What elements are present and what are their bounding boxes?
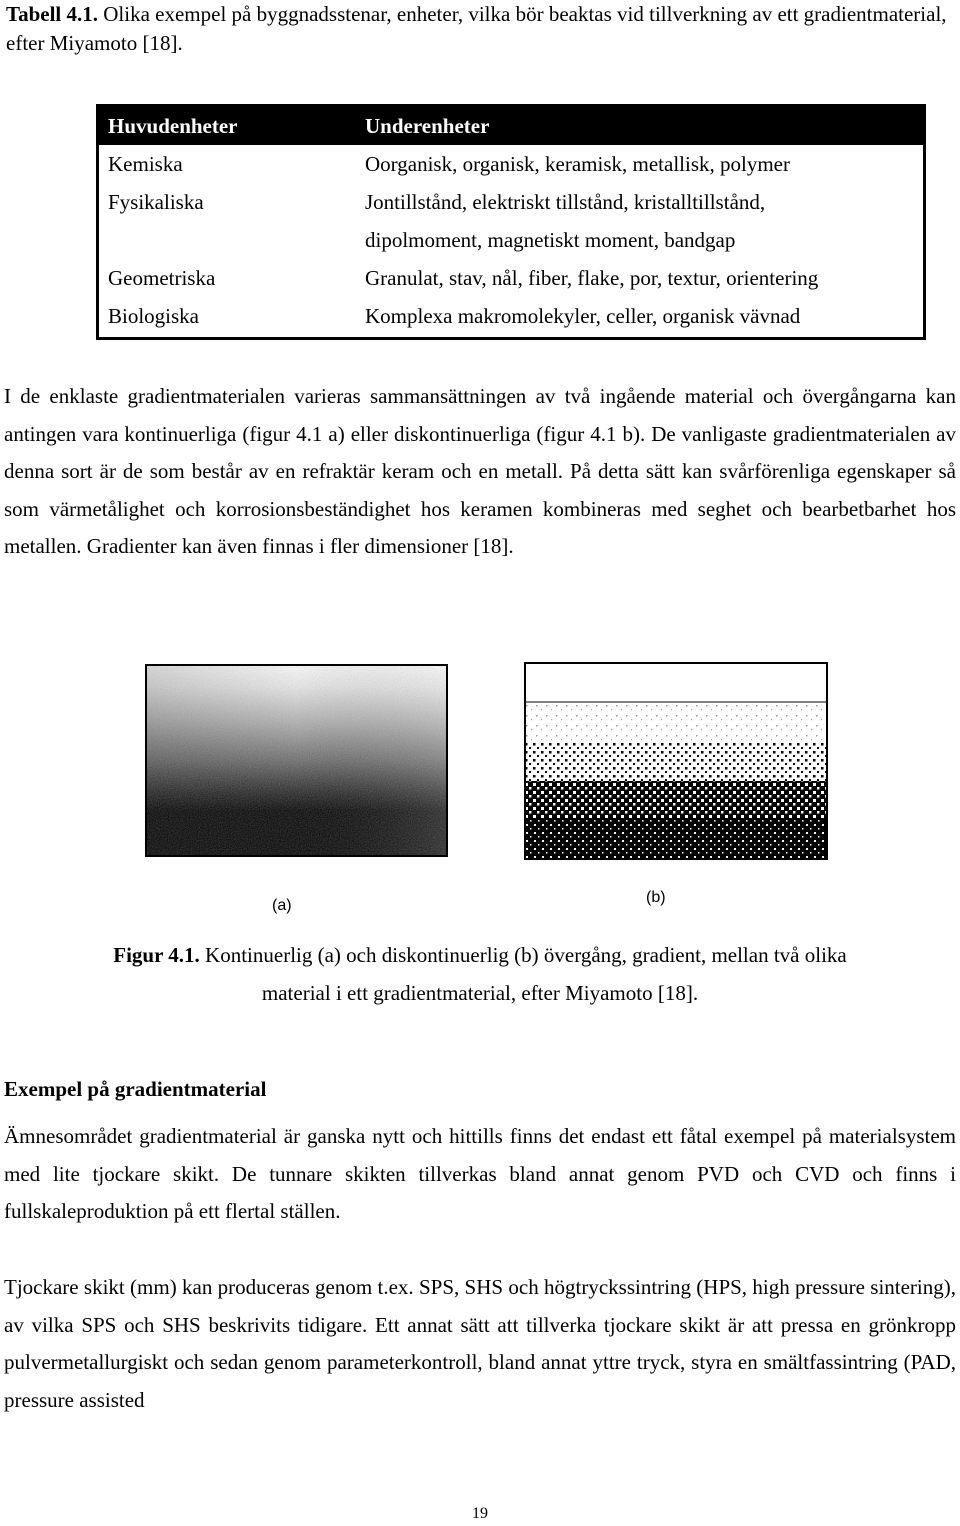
paragraph-thick-layers: Tjockare skikt (mm) kan produceras genom t.ex. SPS, SHS och högtryckssintring (HPS, high pressure sintering), av vilka SPS och SHS beskrivits tidigare. Ett annat sätt att tillverka tjockare skikt är att pressa en grönkropp pulvermetallurgiskt och sedan genom parameterkontroll, bland annat yttre tryck, styra en smältfassintring (PAD, pressure assisted [4, 1275, 956, 1412]
page-number: 19 [472, 1505, 488, 1522]
header-sub-units: Underenheter [356, 106, 925, 146]
table-cell-sub: Jontillstånd, elektriskt tillstånd, kristalltillstånd, [365, 190, 766, 214]
table-row [98, 183, 925, 221]
table-cell-main: Fysikaliska [108, 190, 204, 214]
figure-caption-line2: material i ett gradientmaterial, efter Miyamoto [18]. [261, 981, 699, 1005]
figure-caption-line1 [0, 936, 960, 974]
figure-caption-label: Figur 4.1. [113, 943, 200, 967]
table-caption-label: Tabell 4.1. [6, 2, 98, 26]
figure-label-b: (b) [646, 889, 666, 906]
table-header-row [98, 106, 925, 146]
table-row [98, 221, 925, 259]
table-cell-main: Kemiska [108, 152, 183, 176]
continuous-gradient-image [145, 664, 448, 857]
table-cell-main: Geometriska [108, 266, 216, 290]
table-row [98, 145, 925, 183]
paragraph-gradient-intro: I de enklaste gradientmaterialen varieras sammansättningen av två ingående material och övergångarna kan antingen vara kontinuerliga (figur 4.1 a) eller diskontinuerliga (figur 4.1 b). De vanligaste gradientmaterialen av denna sort är de som består av en refraktär keram och en metall. På detta sätt kan svårförenliga egenskaper så som värmetålighet och korrosionsbeständighet hos keramen kombineras med seghet och bearbetbarhet hos metallen. Gradienter kan även finnas i fler dimensioner [18]. [4, 384, 956, 559]
paragraph-examples: Ämnesområdet gradientmaterial är ganska nytt och hittills finns det endast ett fåtal exempel på materialsystem med lite tjockare skikt. De tunnare skikten tillverkas bland annat genom PVD och CVD och finns i fullskaleproduktion på ett flertal ställen. [4, 1124, 956, 1224]
table-cell-sub: Komplexa makromolekyler, celler, organisk vävnad [365, 304, 801, 328]
table-caption [6, 0, 956, 58]
figure-label-a: (a) [272, 897, 292, 914]
table-cell-main [98, 221, 357, 259]
units-table [96, 104, 926, 340]
table-row [98, 297, 925, 339]
discontinuous-gradient-image [524, 662, 828, 860]
table-cell-main: Biologiska [108, 304, 200, 328]
section-heading: Exempel på gradientmaterial [4, 1077, 267, 1101]
table-row [98, 259, 925, 297]
figure-caption [0, 936, 960, 1012]
header-main-units: Huvudenheter [98, 106, 357, 146]
table-caption-text: Olika exempel på byggnadsstenar, enheter, vilka bör beaktas vid tillverkning av ett gradientmaterial, efter Miyamoto [18]. [6, 2, 947, 55]
table-cell-sub: dipolmoment, magnetiskt moment, bandgap [365, 228, 736, 252]
table-cell-sub: Oorganisk, organisk, keramisk, metallisk, polymer [365, 152, 790, 176]
figure-caption-text: Kontinuerlig (a) och diskontinuerlig (b) övergång, gradient, mellan två olika [199, 943, 847, 967]
table-cell-sub: Granulat, stav, nål, fiber, flake, por, textur, orientering [365, 266, 819, 290]
